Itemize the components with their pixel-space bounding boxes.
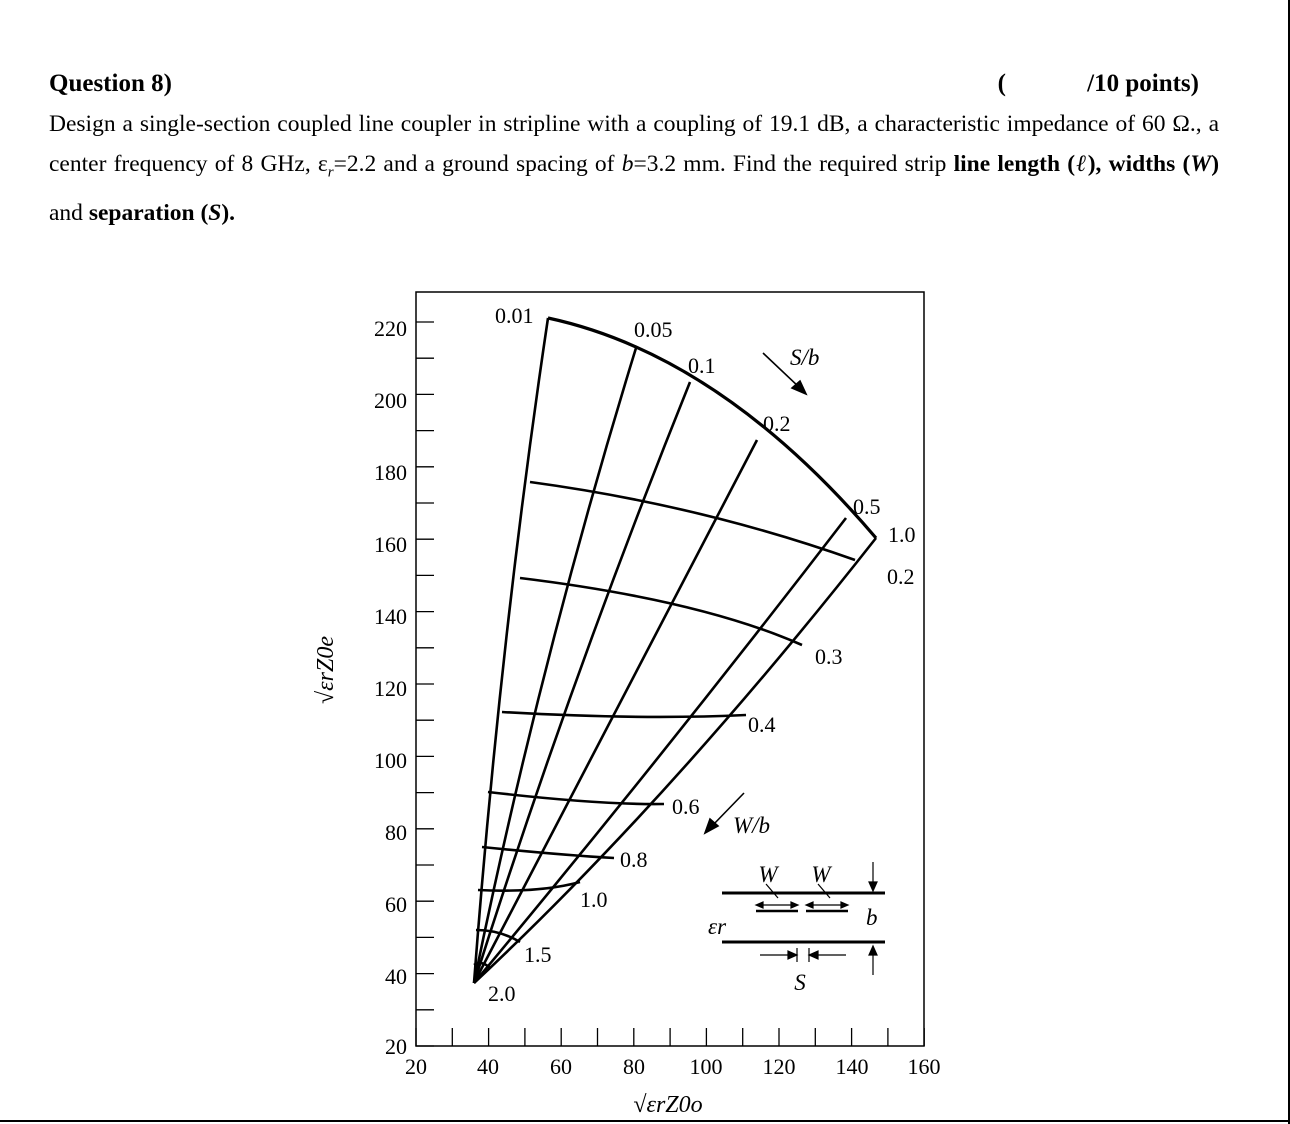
inset-eps-label: εr: [708, 914, 727, 939]
inset-b-label: b: [866, 905, 878, 930]
wb-label: 2.0: [488, 981, 516, 1006]
inset-s-label: S: [794, 970, 806, 995]
y-tick-label: 220: [374, 316, 407, 341]
x-tick-label: 40: [477, 1054, 499, 1079]
y-tick-label: 80: [385, 820, 407, 845]
wb-label: 0.3: [815, 644, 843, 669]
y-tick-label: 40: [385, 964, 407, 989]
y-tick-label: 200: [374, 388, 407, 413]
x-tick-label: 100: [689, 1054, 723, 1079]
sb-curve-0.01: [474, 318, 548, 983]
sb-label: 0.2: [763, 411, 791, 436]
chart-frame: [416, 292, 924, 1046]
y-tick-label: 160: [374, 532, 407, 557]
x-tick-label: 160: [907, 1054, 941, 1079]
y-tick-label: 140: [374, 604, 407, 629]
sb-label: 0.05: [634, 317, 673, 342]
x-tick-label: 60: [550, 1054, 572, 1079]
points-open: (: [997, 70, 1006, 97]
wb-label: 0.2: [887, 564, 915, 589]
question-number: Question 8): [49, 70, 172, 97]
x-tick-label: 120: [762, 1054, 796, 1079]
x-axis-title: √εrZ0o: [633, 1092, 703, 1118]
sb-label: 1.0: [888, 522, 916, 547]
y-axis-title: √εrZ0e: [313, 636, 339, 704]
y-tick-label: 100: [374, 748, 407, 773]
sb-family-label: S/b: [790, 345, 820, 370]
x-tick-label: 140: [835, 1054, 869, 1079]
y-tick-label: 60: [385, 892, 407, 917]
wb-curve-0.3: [520, 578, 802, 645]
question-text: Design a single-section coupled line coupler in stripline with a coupling of 19.1 dB, a characteristic impedance of 60 Ω., a center frequency of 8 GHz, $\varepsilon_r=2.2$ and a ground spacing of b=3.2 mm. Find the required strip line length (ℓ), widths (W) and separation (S).: [49, 111, 1220, 226]
sb-label: 0.1: [688, 353, 716, 378]
wb-label: 0.6: [672, 794, 700, 819]
sb-label: 0.5: [853, 494, 881, 519]
stripline-inset: [708, 862, 885, 995]
sb-curve-0.5: [474, 518, 846, 983]
wb-label: 1.0: [580, 887, 608, 912]
wb-curve-0.4: [502, 712, 746, 717]
inset-w-right: W: [811, 862, 831, 887]
wb-label: 1.5: [524, 942, 552, 967]
sb-label: 0.01: [495, 303, 534, 328]
sb-curve-0.2: [474, 440, 757, 983]
chart-outer-boundary: [548, 318, 876, 538]
wb-label: 0.4: [748, 712, 776, 737]
x-tick-label: 20: [405, 1054, 427, 1079]
wb-label: 0.8: [620, 847, 648, 872]
y-tick-label: 20: [385, 1034, 407, 1059]
y-tick-label: 120: [374, 676, 407, 701]
y-tick-label: 180: [374, 460, 407, 485]
inset-w-left: W: [758, 862, 778, 887]
points-label: /10 points): [1087, 70, 1199, 97]
x-tick-label: 80: [623, 1054, 645, 1079]
wb-family-label: W/b: [733, 813, 771, 838]
